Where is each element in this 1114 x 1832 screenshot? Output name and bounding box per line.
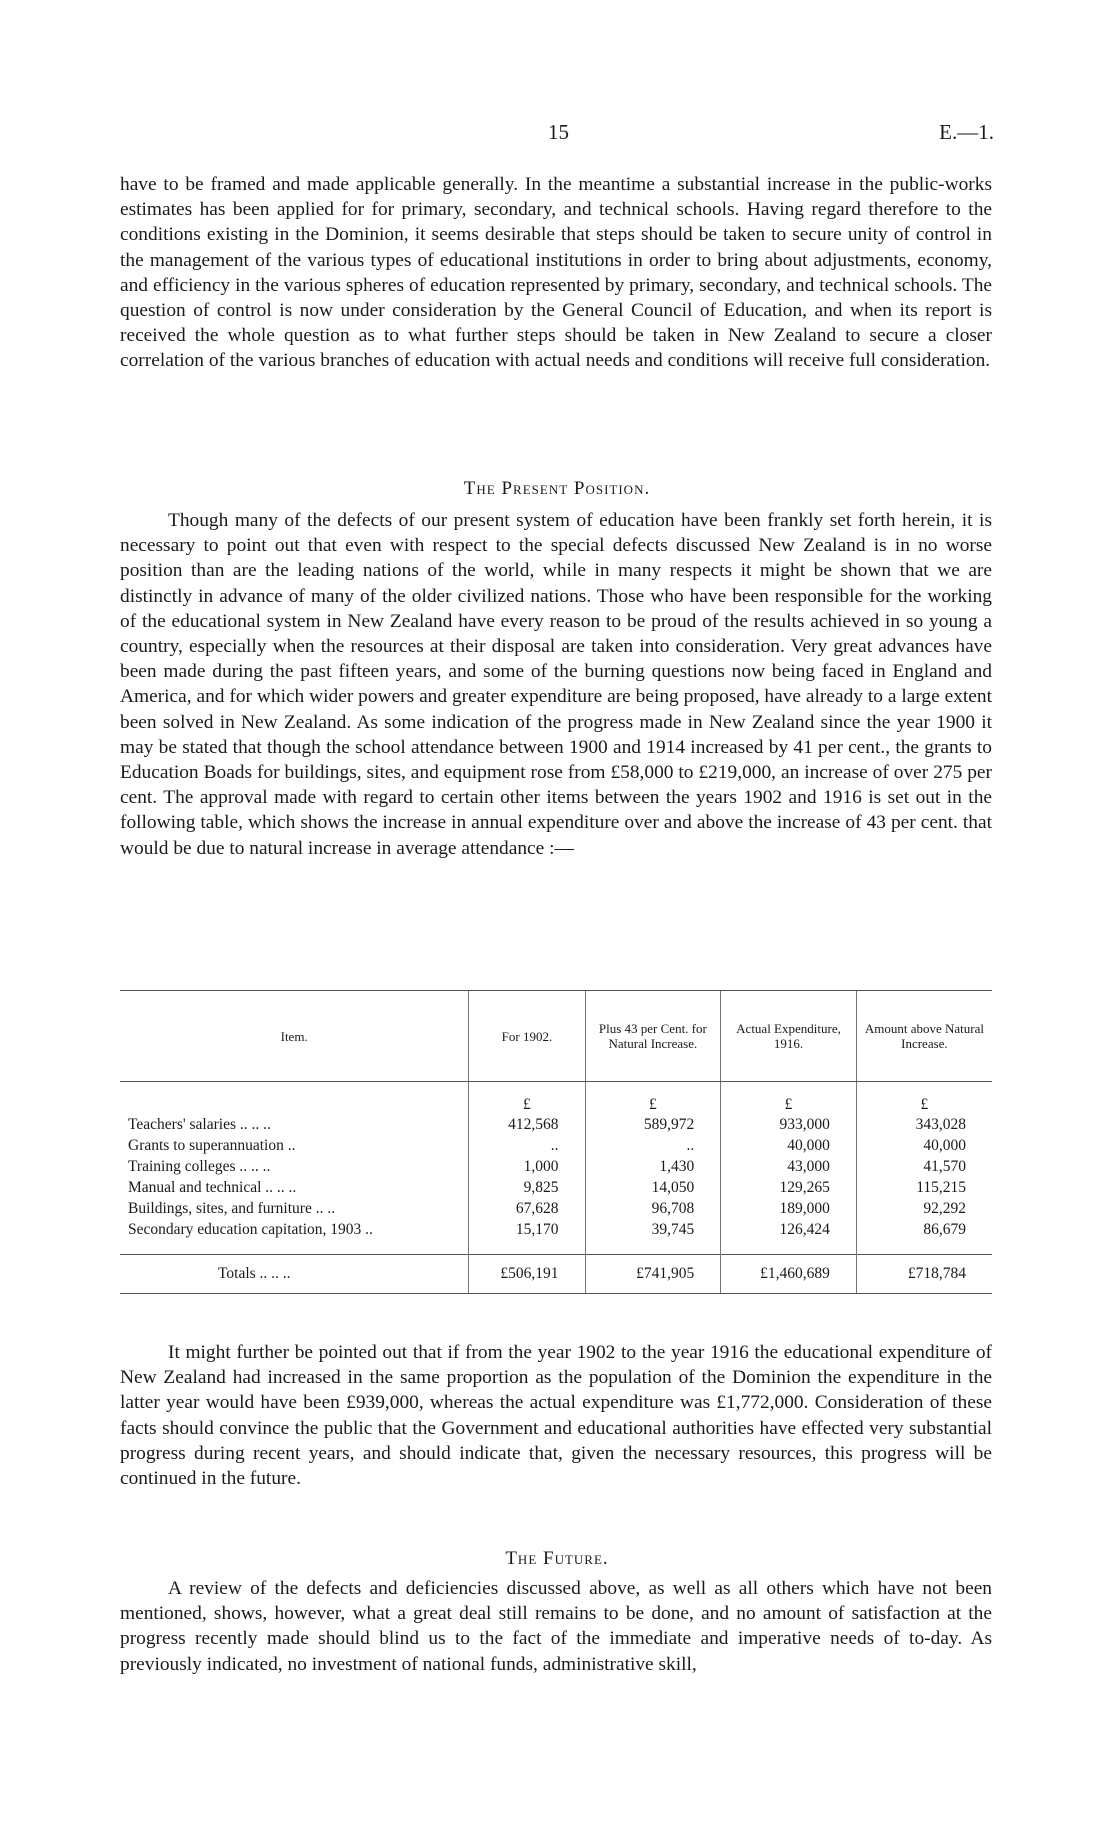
expenditure-table xyxy=(120,990,992,1294)
row-for-1902: 15,170 xyxy=(469,1219,585,1240)
column-header-amount-above: Amount above Natural Increase. xyxy=(856,991,992,1082)
row-for-1902: 9,825 xyxy=(469,1177,585,1198)
row-for-1902: .. xyxy=(469,1135,585,1156)
row-for-1902: 67,628 xyxy=(469,1198,585,1219)
row-above: 115,215 xyxy=(856,1177,992,1198)
row-plus-43: .. xyxy=(585,1135,721,1156)
page-header xyxy=(0,120,1114,150)
column-header-for-1902: For 1902. xyxy=(469,991,585,1082)
totals-for-1902: £506,191 xyxy=(469,1255,585,1294)
document-reference: E.—1. xyxy=(939,120,994,144)
unit-row xyxy=(120,1082,992,1115)
unit-cell: £ xyxy=(856,1082,992,1115)
row-for-1902: 412,568 xyxy=(469,1114,585,1135)
row-above: 40,000 xyxy=(856,1135,992,1156)
row-plus-43: 96,708 xyxy=(585,1198,721,1219)
row-plus-43: 39,745 xyxy=(585,1219,721,1240)
row-above: 343,028 xyxy=(856,1114,992,1135)
unit-cell: £ xyxy=(585,1082,721,1115)
row-actual: 40,000 xyxy=(721,1135,857,1156)
paragraph-further-pointed-out: It might further be pointed out that if from the year 1902 to the year 1916 the educational expenditure of New Zealand had increased in the same proportion as the population of the Dominion the expenditure in the latter year would have been £939,000, whereas the actual expenditure was £1,772,000. Consideration of these facts should convince the public that the Government and educational authorities have effected very substantial progress during recent years, and should indicate that, given the necessary resources, this progress will be continued in the future. xyxy=(120,1342,992,1490)
paragraph-the-future: A review of the defects and deficiencies discussed above, as well as all others which have not been mentioned, shows, however, what a great deal still remains to be done, and no amount of satisfaction at the progress recently made should blind us to the fact of the immediate and imperative needs of to-day. As previously indicated, no investment of national funds, administrative skill, xyxy=(120,1578,992,1675)
row-for-1902: 1,000 xyxy=(469,1156,585,1177)
totals-actual: £1,460,689 xyxy=(721,1255,857,1294)
table-row xyxy=(120,1114,992,1135)
unit-cell: £ xyxy=(469,1082,585,1115)
spacer-row xyxy=(120,1240,992,1255)
unit-cell-blank xyxy=(120,1082,469,1115)
row-actual: 43,000 xyxy=(721,1156,857,1177)
row-item: Secondary education capitation, 1903 .. xyxy=(128,1220,373,1238)
table-row xyxy=(120,1177,992,1198)
row-item: Teachers' salaries .. .. .. xyxy=(128,1115,271,1133)
row-actual: 126,424 xyxy=(721,1219,857,1240)
row-actual: 129,265 xyxy=(721,1177,857,1198)
totals-above: £718,784 xyxy=(856,1255,992,1294)
paragraph-control-of-education: have to be framed and made applicable generally. In the meantime a substantial increase in the public-works estimates has been applied for for primary, secondary, and technical schools. Having regard therefore to the conditions existing in the Dominion, it seems desirable that steps should be taken to secure unity of control in the management of the various types of educational institutions in order to bring about adjustments, economy, and efficiency in the various spheres of education represented by primary, secondary, and technical schools. The question of control is now under consideration by the General Council of Education, and when its report is received the whole question as to what further steps should be taken in New Zealand to secure a closer correlation of the various branches of education with actual needs and conditions will receive full consideration. xyxy=(120,174,992,372)
row-above: 41,570 xyxy=(856,1156,992,1177)
row-plus-43: 1,430 xyxy=(585,1156,721,1177)
row-plus-43: 589,972 xyxy=(585,1114,721,1135)
row-item: Training colleges .. .. .. xyxy=(128,1157,271,1175)
column-header-actual-expenditure: Actual Expenditure, 1916. xyxy=(721,991,857,1082)
row-above: 92,292 xyxy=(856,1198,992,1219)
row-actual: 189,000 xyxy=(721,1198,857,1219)
row-actual: 933,000 xyxy=(721,1114,857,1135)
table-row xyxy=(120,1135,992,1156)
column-header-item: Item. xyxy=(120,991,469,1082)
table-row xyxy=(120,1156,992,1177)
totals-plus-43: £741,905 xyxy=(585,1255,721,1294)
heading-present-position: The Present Position. xyxy=(463,478,651,499)
table-header-row xyxy=(120,991,992,1082)
totals-row xyxy=(120,1255,992,1294)
row-above: 86,679 xyxy=(856,1219,992,1240)
column-header-plus-43-percent: Plus 43 per Cent. for Natural Increase. xyxy=(585,991,721,1082)
row-plus-43: 14,050 xyxy=(585,1177,721,1198)
paragraph-present-position: Though many of the defects of our present system of education have been frankly set forth herein, it is necessary to point out that even with respect to the special defects discussed New Zealand is in no worse position than are the leading nations of the world, while in many respects it might be shown that we are distinctly in advance of many of the older civilized nations. Those who have been responsible for the working of the educational system in New Zealand have every reason to be proud of the results achieved in so young a country, especially when the resources at their disposal are taken into consideration. Very great advances have been made during the past fifteen years, and some of the burning questions now being faced in England and America, and for which wider powers and greater expenditure are being proposed, have already to a large extent been solved in New Zealand. As some indication of the progress made in New Zealand since the year 1900 it may be stated that though the school attendance between 1900 and 1914 increased by 41 per cent., the grants to Education Boads for buildings, sites, and equipment rose from £58,000 to £219,000, an increase of over 275 per cent. The approval made with regard to certain other items between the years 1902 and 1916 is set out in the following table, which shows the increase in annual expenditure over and above the increase of 43 per cent. that would be due to natural increase in average attendance :— xyxy=(120,510,992,859)
row-item: Grants to superannuation .. xyxy=(128,1136,296,1154)
unit-cell: £ xyxy=(721,1082,857,1115)
row-item: Manual and technical .. .. .. xyxy=(128,1178,297,1196)
page-number: 15 xyxy=(548,120,569,144)
table-row xyxy=(120,1219,992,1240)
totals-label: Totals .. .. .. xyxy=(120,1255,469,1294)
row-item: Buildings, sites, and furniture .. .. xyxy=(128,1199,336,1217)
table-row xyxy=(120,1198,992,1219)
heading-the-future: The Future. xyxy=(505,1548,609,1569)
